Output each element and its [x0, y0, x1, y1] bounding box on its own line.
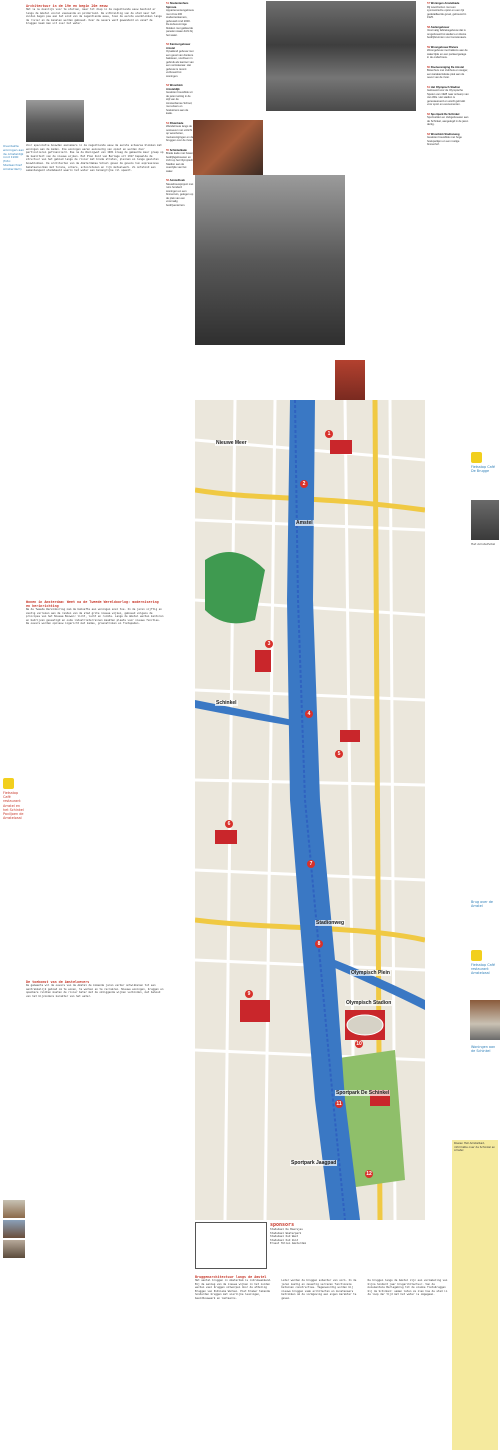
bike-stop-icon-right-2: [471, 950, 482, 961]
right-entry-number: 58: [427, 25, 431, 29]
section2: [26, 600, 164, 626]
note-fietsstop-right-1: Fietsstop Café De Brugge: [471, 465, 495, 474]
right-entry-title: Roeivereniging De Amstel: [430, 65, 464, 69]
bottom-article: [195, 1275, 450, 1301]
bottom-col-1: Het aantal bruggen in Amsterdam is indrukwekkend. Bij de aanleg van de nieuwe wijken in het zuiden werden veel bruggen ontworpen door de afdeling Bruggen van Publieke Werken. Piet Kramer tekende honderden bruggen met sierlijke leuningen, beeldhouwwerk en lantaarns.: [195, 1279, 272, 1300]
intro-heading: Architectuur in de 19e en begin 20e eeuw: [26, 4, 108, 8]
photo-red-house: [335, 360, 365, 400]
section2-text: Na de Tweede Wereldoorlog nam de behoefte aan woningen snel toe. In de jaren vijftig en zestig verrezen aan de randen van de stad grote nieuwe wijken, gebouwd volgens de principes van het Nieuwe Bouwen: licht, lucht en ruimte. Langs de Amstel werden kantoren en bedrijven gevestigd en oude industrieterreinen maakten plaats voor nieuwe functies. De oevers werden opnieuw ingericht met kades, groenstroken en fietspaden.: [26, 608, 164, 626]
right-entry: [427, 133, 469, 147]
colophon-line: Stadsdeel Oud Zuid: [270, 1238, 299, 1242]
right-entry-number: 62: [427, 112, 431, 116]
intro-section: [26, 4, 164, 26]
right-entry-title: Woongebouw Riviera: [430, 45, 459, 49]
right-entry-title: Sportpark De Schinkel: [430, 112, 460, 116]
right-entry-number: 57: [427, 2, 431, 5]
bike-stop-icon-right-1: [471, 452, 482, 463]
colophon-line: Stadsdeel Oud West: [270, 1235, 299, 1239]
note-far-right-2: Woningen aan de Schinkel: [471, 1045, 496, 1054]
middle-entry-text: Wandelroute langs de oostoever met uitzicht op woonboten, roeiverenigingen en de bruggen over de rivier.: [166, 125, 194, 142]
middle-entry-number: 55: [166, 148, 170, 152]
note-fietsstop-left: Fietsstop Café restaurant Amstel en het Schinkel Paviljoen de Amstelzaal: [3, 791, 24, 821]
park-area: [205, 552, 265, 623]
middle-entry-text: Brede kade met haven, bedrijfsgebouwen en zicht op het Olympisch Stadion aan de overzijde van het water.: [166, 152, 194, 173]
photo-trees-canal: [266, 1, 416, 111]
middle-entry: [166, 2, 194, 37]
middle-entry-text: Nieuwbouwproject met ruim honderd woningen en een binnentuin, gelegen op de plek van een voormalig bedrijventerrein.: [166, 182, 194, 207]
map-label: Amstel: [296, 520, 313, 526]
right-entry-text: Botenhuis met clubhuis en steiger, een karakteristieke plek aan de oever van de rivier.: [427, 69, 468, 79]
middle-entry-text: Appartementengebouw met circa 200 studentenkamers, gebouwd rond 2000. De kubusvormige blokken met gekleurde panelen staan dicht bij het water.: [166, 9, 194, 37]
right-entry: [427, 113, 469, 127]
middle-entry-text: Opvallend gebouw met een gevel van donkere baksteen, voorheen in gebruik als kantoor van een verzekeraar. Het gebouw is recent verbouwd tot woningen.: [166, 50, 194, 78]
bottom-col-3: De bruggen langs de Amstel zijn een verzameling van bijna honderd jaar brugarchitectuur. Van de monumentale Berlagebrug tot de slanke fietsbruggen bij de Schinkel: samen laten ze zien hoe de stad in de loop der tijd met het water is omgegaan.: [367, 1279, 448, 1297]
middle-entry-title: Woonblok Amsteldijk: [166, 84, 183, 91]
photo-brick-building: [193, 120, 263, 175]
middle-entry-number: 54: [166, 121, 170, 125]
photo-caption-historic: Overdekte woningen aan de Amsteldijk rond 1900 (foto: Stadsarchief Amsterdam): [3, 144, 25, 171]
bottom-col-2: Later werden de bruggen soberder van vorm. In de jaren zestig en zeventig verrezen functionele betonnen constructies. Tegenwoordig worden bij nieuwe bruggen vaak architecten en kunstenaars betrokken om de vormgeving een eigen karakter te geven.: [281, 1279, 357, 1300]
right-entry: [427, 26, 469, 40]
middle-entry-title: Amstelhoek: [169, 179, 185, 182]
right-entry: [427, 2, 469, 20]
right-entry-number: 60: [427, 65, 431, 69]
right-entry: [427, 46, 469, 60]
intro-text: Het is nu moeilijk voor te stellen, maar tot diep in de negentiende eeuw bestond er langs de Amstel vooral veenweide en polderland. De uitbreiding van de stad naar het zuiden begon pas aan het eind van de negentiende eeuw, toen de eerste woonblokken langs de rivier en de kanalen werden gebouwd. Over de oevers werd gewandeld en vanaf de bruggen keek men uit over het water.: [26, 8, 162, 26]
canal-west: [195, 700, 293, 726]
photo-boat: [3, 1200, 25, 1218]
caption-amstelhotel: Het Amstelhotel: [471, 542, 496, 546]
middle-entry-title: Rivierkade: [169, 121, 184, 125]
right-entry: [427, 66, 469, 80]
right-entry-number: 63: [427, 132, 431, 136]
map-label: Schinkel: [216, 700, 237, 706]
map-label: Stadionweg: [316, 920, 345, 926]
photo-schinkel-houses: [470, 1000, 500, 1040]
middle-entry-title: Studentenhuis Spinoza: [166, 2, 189, 9]
bottom-heading: Bruggenarchitectuur langs de Amstel: [195, 1275, 267, 1279]
right-entry-title: Het Olympisch Stadion: [430, 85, 461, 89]
photo-amstelhotel: [471, 500, 499, 540]
middle-entry-title: Schinkelkade: [169, 148, 187, 152]
section2-heading: Wonen in Amsterdam: Weet na de Tweede Wereldoorlog: modernisering en herinrichting: [26, 600, 159, 608]
green-info-box: [452, 1140, 498, 1450]
map-pin[interactable]: 6: [225, 820, 233, 828]
section3-text: De gemeente wil de oevers van de Amstel de komende jaren verder ontwikkelen tot een aantrekkelijk gebied om te wonen, te werken en te recreëren. Nieuwe woningen, bruggen en openbare ruimten moeten de rivier beter met de omliggende wijken verbinden, met behoud van het bijzondere karakter van het water.: [26, 984, 164, 998]
map-pin[interactable]: 12: [366, 1171, 372, 1177]
colophon-line: Stadsdeel De Baarsjes: [270, 1228, 303, 1231]
right-entry-title: Woningen Amstelkade: [430, 2, 460, 5]
middle-entry: [166, 84, 194, 116]
map-pin[interactable]: 9: [245, 990, 253, 998]
map-label: Olympisch Plein: [351, 970, 390, 976]
map-pin[interactable]: 4: [305, 710, 313, 718]
bike-stop-icon: [3, 778, 14, 789]
colophon-heading: sponsors: [270, 1222, 295, 1228]
photo-harbour-boats: [195, 175, 345, 345]
middle-entry: [166, 149, 194, 174]
photo-kade: [3, 1240, 25, 1258]
map-label: Sportpark Jaagpad: [291, 1160, 337, 1166]
bridge-drawing: [195, 1222, 267, 1269]
section1-text: Voor speculatie bouwden aannemers in de negentiende eeuw de eerste schaarse blokken met woningen aan de kaden. Die woningen waren eenvoudig van opzet en werden door particulieren gefinancierd. Pas na de Woningwet van 1901 kreeg de gemeente meer greep op de kwaliteit van de nieuwe wijken. Het Plan Zuid van Berlage uit 1917 bepaalde de structuur van het gebied langs de rivier met brede straten, pleinen en lange gesloten bouwblokken. De architecten van de Amsterdamse School gaven de gevels hun expressieve baksteenvormen met torens, erkers, schoorstenen en rijk metselwerk. Zo ontstond een samenhangend stadsbeeld waarin het water een belangrijke rol speelt.: [26, 144, 164, 173]
middle-entry-text: Gesloten bouwblok uit de jaren twintig in de stijl van de Amsterdamse School, met erkers en hoektorens aan de kade.: [166, 91, 193, 115]
middle-entry: [166, 43, 194, 78]
right-entry-number: 59: [427, 45, 431, 49]
right-entry-text: Rij woonhuizen met een symmetrische opzet en een rijk gedetailleerde gevel, gebouwd in 1925.: [427, 5, 467, 19]
right-entry-text: Voormalig fabrieksgebouw dat is omgebouwd tot ateliers en kleine bedrijfsruimten voor kunstenaars.: [427, 29, 467, 39]
middle-entry-number: 51: [166, 2, 170, 5]
note-far-right-1: Brug over de Amstel: [471, 900, 493, 909]
middle-entry-title: Kantoorgebouw Amstel: [166, 43, 191, 50]
colophon: [270, 1222, 420, 1246]
map-pin[interactable]: 5: [335, 750, 343, 758]
map-pin[interactable]: 2: [300, 480, 308, 488]
right-entry-number: 61: [427, 85, 431, 89]
section3-heading: De toekomst van de Amsteloevers: [26, 980, 90, 984]
map-footer: [195, 1222, 425, 1272]
middle-entry-number: 52: [166, 43, 170, 46]
colophon-line: Stadsdeel Westerpark: [270, 1231, 302, 1235]
right-entry-title: Ateliergebouw: [430, 25, 450, 29]
right-entries: [427, 2, 469, 153]
colophon-line: Ernest Hillen Amsterdam: [270, 1242, 306, 1246]
photo-quay: [3, 1220, 25, 1238]
section3: [26, 980, 164, 998]
middle-entry-number: 56: [166, 179, 170, 182]
map-pin[interactable]: 10: [356, 1041, 362, 1047]
right-entry-text: Gebouwd voor de Olympische Spelen van 1928 naar ontwerp van Jan Wils. Het stadion is gerestaureerd en wordt gebruikt voor sport en evenementen.: [427, 89, 469, 106]
map-pin[interactable]: 3: [265, 640, 273, 648]
map-pin[interactable]: 7: [307, 860, 315, 868]
middle-entries: [166, 2, 194, 213]
right-entry-text: Woongebouw met balkons aan de waterzijde en een parkeergarage in de onderbouw.: [427, 49, 468, 59]
middle-entry: [166, 122, 194, 143]
photo-historic-houses: [26, 100, 84, 142]
green-box-text: Roeien Het Amstelbad, informatie over de Schinkel en Amstel: [454, 1141, 496, 1152]
map-pin[interactable]: 11: [336, 1101, 342, 1107]
map-label: Nieuwe Meer: [216, 440, 247, 446]
middle-entry: [166, 179, 194, 207]
map-pin[interactable]: 1: [325, 430, 333, 438]
right-entry-text: Sportvelden en clubgebouwen aan de Schinkel, aangelegd in de jaren dertig.: [427, 116, 469, 126]
note-fietsstop-right-2: Fietsstop Café restaurant Amstelzaal: [471, 963, 495, 976]
route-map[interactable]: [195, 400, 425, 1220]
middle-entry-number: 53: [166, 84, 170, 87]
right-entry: [427, 86, 469, 107]
map-label: Olympisch Stadion: [346, 1000, 392, 1006]
right-entry-text: Gesloten bouwblok met hoge hoekpartijen en een rustige binnenhof.: [427, 136, 462, 146]
right-entry-title: Woonblok Stadionweg: [430, 132, 460, 136]
map-label: Sportpark De Schinkel: [336, 1090, 390, 1096]
map-pin[interactable]: 8: [315, 940, 323, 948]
